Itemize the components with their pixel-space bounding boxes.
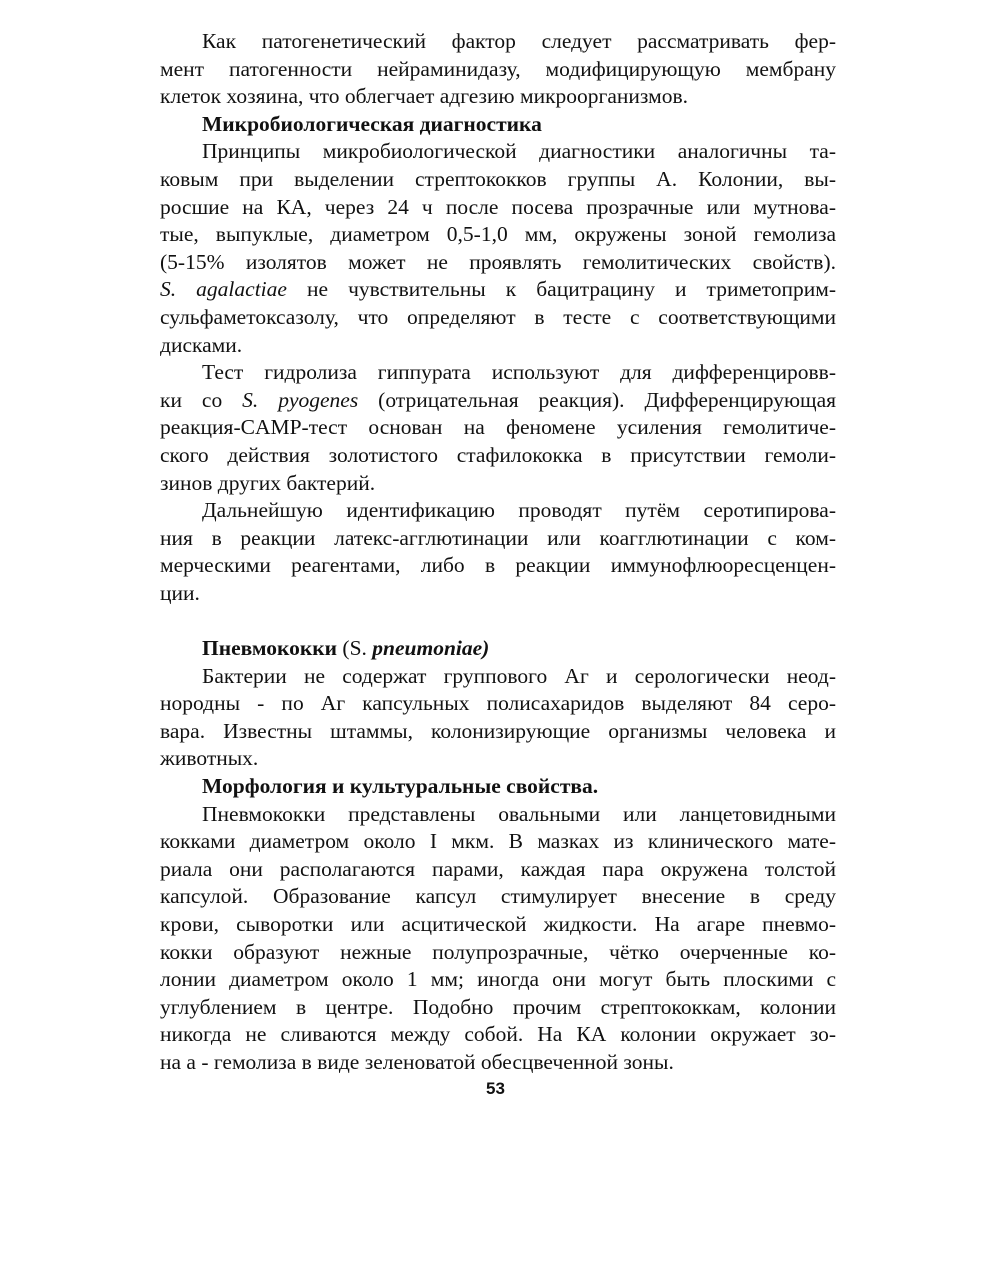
paragraph-identification: [160, 497, 836, 607]
heading-main: Пневмококки: [202, 636, 338, 661]
section-heading-morphology: Морфология и культуральные свойства.: [202, 774, 599, 799]
text-fragment: ки со: [160, 387, 243, 412]
text-line: кокками диаметром около I мкм. В мазках из клинического мате-: [160, 829, 836, 854]
text-line: [160, 276, 836, 304]
text-line: капсулой. Образование капсул стимулирует внесение в среду: [160, 884, 836, 909]
text-line: тые, выпуклые, диаметром 0,5-1,0 мм, окружены зоной гемолиза: [160, 222, 836, 247]
section-heading-pneumococci: [160, 635, 836, 663]
paragraph-morphology: [160, 801, 836, 1077]
text-line: росшие на КА, через 24 ч после посева прозрачные или мутнова-: [160, 194, 836, 219]
text-line: на а - гемолиза в виде зеленоватой обесцвеченной зоны.: [160, 1049, 674, 1074]
paragraph-diagnostics-principles: [160, 138, 836, 359]
text-line: вара. Известны штаммы, колонизирующие организмы человека и: [160, 718, 836, 743]
page-number: 53: [486, 1079, 505, 1098]
text-line: крови, сыворотки или асцитической жидкости. На агаре пневмо-: [160, 912, 836, 936]
text-line: мерческими реагентами, либо в реакции иммунофлюоресценцен-: [160, 553, 836, 578]
text-line: Бактерии не содержат группового Аг и серологически неод-: [202, 663, 836, 688]
text-line: Пневмококки представлены овальными или ланцетовидными: [202, 801, 836, 826]
text-line: Как патогенетический фактор следует рассматривать фер-: [202, 29, 836, 53]
text-line: мент патогенности нейраминидазу, модифицирующую мембрану: [160, 56, 836, 81]
species-name: S. agalactiae: [160, 277, 287, 302]
text-line: реакция-CAMP-тест основан на феномене усиления гемолитиче-: [160, 415, 836, 440]
blank-line: [160, 607, 836, 635]
species-name: S. pyogenes: [242, 387, 359, 412]
text-fragment: (отрицательная реакция). Дифференцирующая: [358, 387, 837, 412]
text-line: зинов других бактерий.: [160, 470, 376, 495]
paragraph-pathogenic-factor: [160, 28, 836, 111]
text-line: Тест гидролиза гиппурата используют для дифференцировв-: [202, 360, 836, 385]
text-line: Дальнейшую идентификацию проводят путём серотипирова-: [202, 498, 836, 523]
text-line: нородны - по Аг капсульных полисахаридов выделяют 84 серо-: [160, 691, 836, 716]
text-line: [160, 387, 836, 415]
text-line: ского действия золотистого стафилококка в присутствии гемоли-: [160, 442, 836, 467]
heading-paren: (S.: [337, 636, 373, 661]
text-line: ции.: [160, 580, 200, 605]
text-line: ния в реакции латекс-агглютинации или коагглютинации с ком-: [160, 525, 836, 550]
text-line: Принципы микробиологической диагностики аналогичны та-: [202, 139, 836, 164]
text-line: никогда не сливаются между собой. На КА колонии окружает зо-: [160, 1022, 836, 1047]
text-line: ковым при выделении стрептококков группы А. Колонии, вы-: [160, 166, 836, 191]
text-line: углублением в центре. Подобно прочим стрептококкам, колонии: [160, 994, 836, 1019]
text-line: дисками.: [160, 332, 243, 357]
paragraph-serovars: [160, 663, 836, 773]
text-line: сульфаметоксазолу, что определяют в тесте с соответствующими: [160, 304, 836, 329]
text-line: лонии диаметром около 1 мм; иногда они могут быть плоскими с: [160, 967, 836, 992]
text-line: кокки образуют нежные полупрозрачные, чётко очерченные ко-: [160, 939, 836, 964]
text-fragment: не чувствительны к бацитрацину и триметоприм-: [286, 277, 836, 302]
species-name: pneumoniae): [372, 636, 490, 661]
text-line: (5-15% изолятов может не проявлять гемолитических свойств).: [160, 249, 836, 274]
text-line: риала они располагаются парами, каждая пара окружена толстой: [160, 856, 836, 881]
section-heading-microbio-diagnostics: Микробиологическая диагностика: [202, 111, 542, 136]
text-line: животных.: [160, 746, 259, 771]
page-body: [160, 28, 836, 1077]
text-line: клеток хозяина, что облегчает адгезию микроорганизмов.: [160, 84, 688, 109]
paragraph-hippurate-test: [160, 359, 836, 497]
